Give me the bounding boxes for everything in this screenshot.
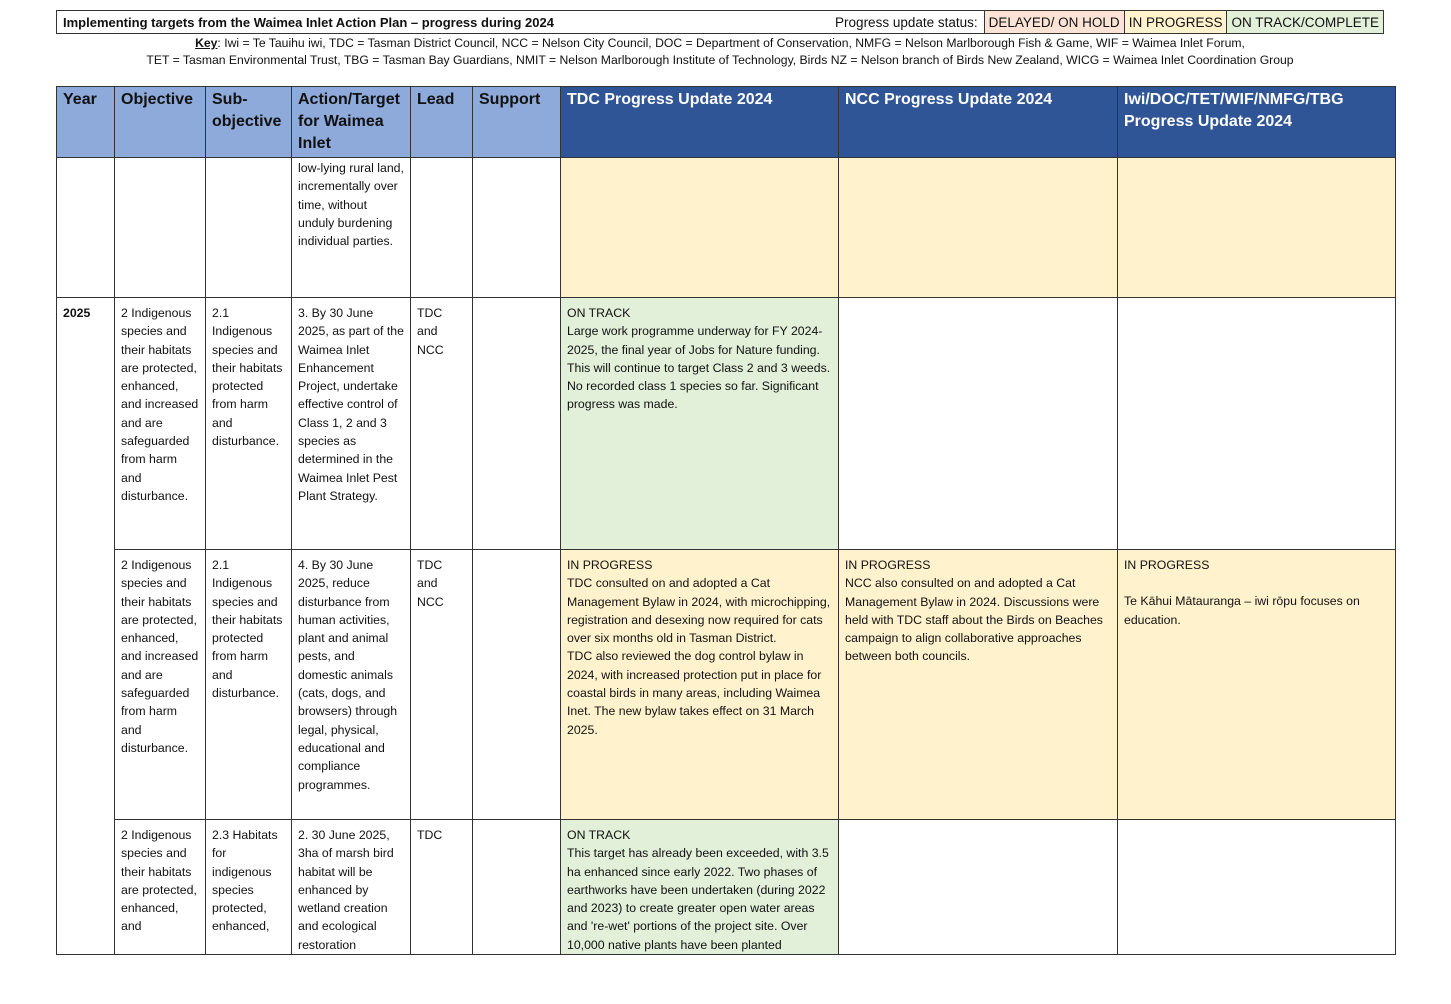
cell-ncc-update <box>839 298 1118 550</box>
key-label: Key <box>195 36 218 50</box>
header-objective: Objective <box>115 87 206 158</box>
cell-support <box>473 158 561 298</box>
cell-year <box>57 158 115 298</box>
cell-subobjective <box>206 158 292 298</box>
cell-lead: TDC and NCC <box>411 298 473 550</box>
header-support: Support <box>473 87 561 158</box>
cell-year: 2025 <box>57 298 115 550</box>
status-delayed-badge: DELAYED/ ON HOLD <box>984 11 1124 33</box>
status-text: IN PROGRESS <box>567 558 653 572</box>
header-subobjective: Sub-objective <box>206 87 292 158</box>
cell-ncc-update <box>839 550 1118 820</box>
cell-year <box>57 550 115 820</box>
update-text: TDC also reviewed the dog control bylaw in 2024, with increased protection put in place for coastal birds in many areas, including Waimea Inet. The new bylaw takes effect on 31 March 2025. <box>567 649 822 737</box>
cell-lead <box>411 158 473 298</box>
cell-objective: 2 Indigenous species and their habitats are protected, enhanced, and increased and are safeguarded from harm and disturbance. <box>115 298 206 550</box>
update-text: NCC also consulted on and adopted a Cat Management Bylaw in 2024. Discussions were held with TDC staff about the Birds on Beaches campaign to align collaborative approaches between both councils. <box>845 576 1103 664</box>
cell-iwi-update <box>1118 158 1396 298</box>
table-row <box>57 820 1396 955</box>
cell-ncc-update <box>839 158 1118 298</box>
cell-ncc-update <box>839 820 1118 955</box>
header-action: Action/Target for Waimea Inlet <box>292 87 411 158</box>
cell-subobjective: 2.3 Habitats for indigenous species protected, enhanced, <box>206 820 292 955</box>
status-in-progress-badge: IN PROGRESS <box>1124 11 1227 33</box>
key-line-2: TET = Tasman Environmental Trust, TBG = Tasman Bay Guardians, NMIT = Nelson Marlborough Institute of Technology, Birds NZ = Nelson branch of Birds New Zealand, WICG = Waimea Inlet Coordination Group <box>146 53 1294 67</box>
update-text: Large work programme underway for FY 2024-2025, the final year of Jobs for Nature funding. This will continue to target Class 2 and 3 weeds. No recorded class 1 species so far. Significant progress was made. <box>567 324 831 412</box>
cell-lead: TDC and NCC <box>411 550 473 820</box>
header-lead: Lead <box>411 87 473 158</box>
cell-tdc-update <box>561 550 839 820</box>
progress-table <box>56 86 1396 955</box>
cell-tdc-update <box>561 820 839 955</box>
header-ncc-update: NCC Progress Update 2024 <box>839 87 1118 158</box>
cell-tdc-update <box>561 158 839 298</box>
status-on-track-badge: ON TRACK/COMPLETE <box>1226 11 1383 33</box>
cell-subobjective: 2.1 Indigenous species and their habitats protected from harm and disturbance. <box>206 298 292 550</box>
cell-action: 3. By 30 June 2025, as part of the Waimea Inlet Enhancement Project, undertake effective control of Class 1, 2 and 3 species as determined in the Waimea Inlet Pest Plant Strategy. <box>292 298 411 550</box>
cell-lead: TDC <box>411 820 473 955</box>
title-bar <box>56 10 1384 34</box>
status-text: ON TRACK <box>567 828 631 842</box>
cell-objective <box>115 158 206 298</box>
abbreviation-key <box>56 35 1384 69</box>
update-text: Te Kāhui Mātauranga – iwi rōpu focuses on education. <box>1124 594 1360 627</box>
header-year: Year <box>57 87 115 158</box>
cell-subobjective: 2.1 Indigenous species and their habitats protected from harm and disturbance. <box>206 550 292 820</box>
cell-action: low-lying rural land, incrementally over time, without unduly burdening individual parties. <box>292 158 411 298</box>
cell-support <box>473 820 561 955</box>
cell-objective: 2 Indigenous species and their habitats are protected, enhanced, and <box>115 820 206 955</box>
cell-year <box>57 820 115 955</box>
cell-objective: 2 Indigenous species and their habitats are protected, enhanced, and increased and are safeguarded from harm and disturbance. <box>115 550 206 820</box>
table-row <box>57 158 1396 298</box>
cell-iwi-update <box>1118 820 1396 955</box>
status-text: IN PROGRESS <box>1124 558 1210 572</box>
header-iwi-update: Iwi/DOC/TET/WIF/NMFG/TBG Progress Update 2024 <box>1118 87 1396 158</box>
status-text: ON TRACK <box>567 306 631 320</box>
update-text: TDC consulted on and adopted a Cat Management Bylaw in 2024, with microchipping, registration and desexing now required for cats over six months old in Tasman District. <box>567 576 831 646</box>
table-row <box>57 298 1396 550</box>
table-row <box>57 550 1396 820</box>
status-text: IN PROGRESS <box>845 558 931 572</box>
cell-action: 2. 30 June 2025, 3ha of marsh bird habitat will be enhanced by wetland creation and ecological restoration <box>292 820 411 955</box>
cell-tdc-update <box>561 298 839 550</box>
cell-support <box>473 298 561 550</box>
update-text: This target has already been exceeded, with 3.5 ha enhanced since early 2022. Two phases of earthworks have been undertaken (during 2022 and 2023) to create greater open water areas and 're-wet' portions of the project site. Over 10,000 native plants have been planted <box>567 846 829 952</box>
cell-iwi-update <box>1118 298 1396 550</box>
cell-iwi-update <box>1118 550 1396 820</box>
key-text-1: : Iwi = Te Tauihu iwi, TDC = Tasman District Council, NCC = Nelson City Council, DOC = Department of Conservation, NMFG = Nelson Marlborough Fish & Game, WIF = Waimea Inlet Forum, <box>217 36 1245 50</box>
document-title: Implementing targets from the Waimea Inlet Action Plan – progress during 2024 <box>63 14 554 30</box>
cell-support <box>473 550 561 820</box>
status-legend-label: Progress update status: <box>835 14 978 30</box>
cell-action: 4. By 30 June 2025, reduce disturbance from human activities, plant and animal pests, and domestic animals (cats, dogs, and browsers) through legal, physical, educational and compliance programmes. <box>292 550 411 820</box>
header-tdc-update: TDC Progress Update 2024 <box>561 87 839 158</box>
key-line-1 <box>56 35 1384 52</box>
table-header-row <box>57 87 1396 158</box>
